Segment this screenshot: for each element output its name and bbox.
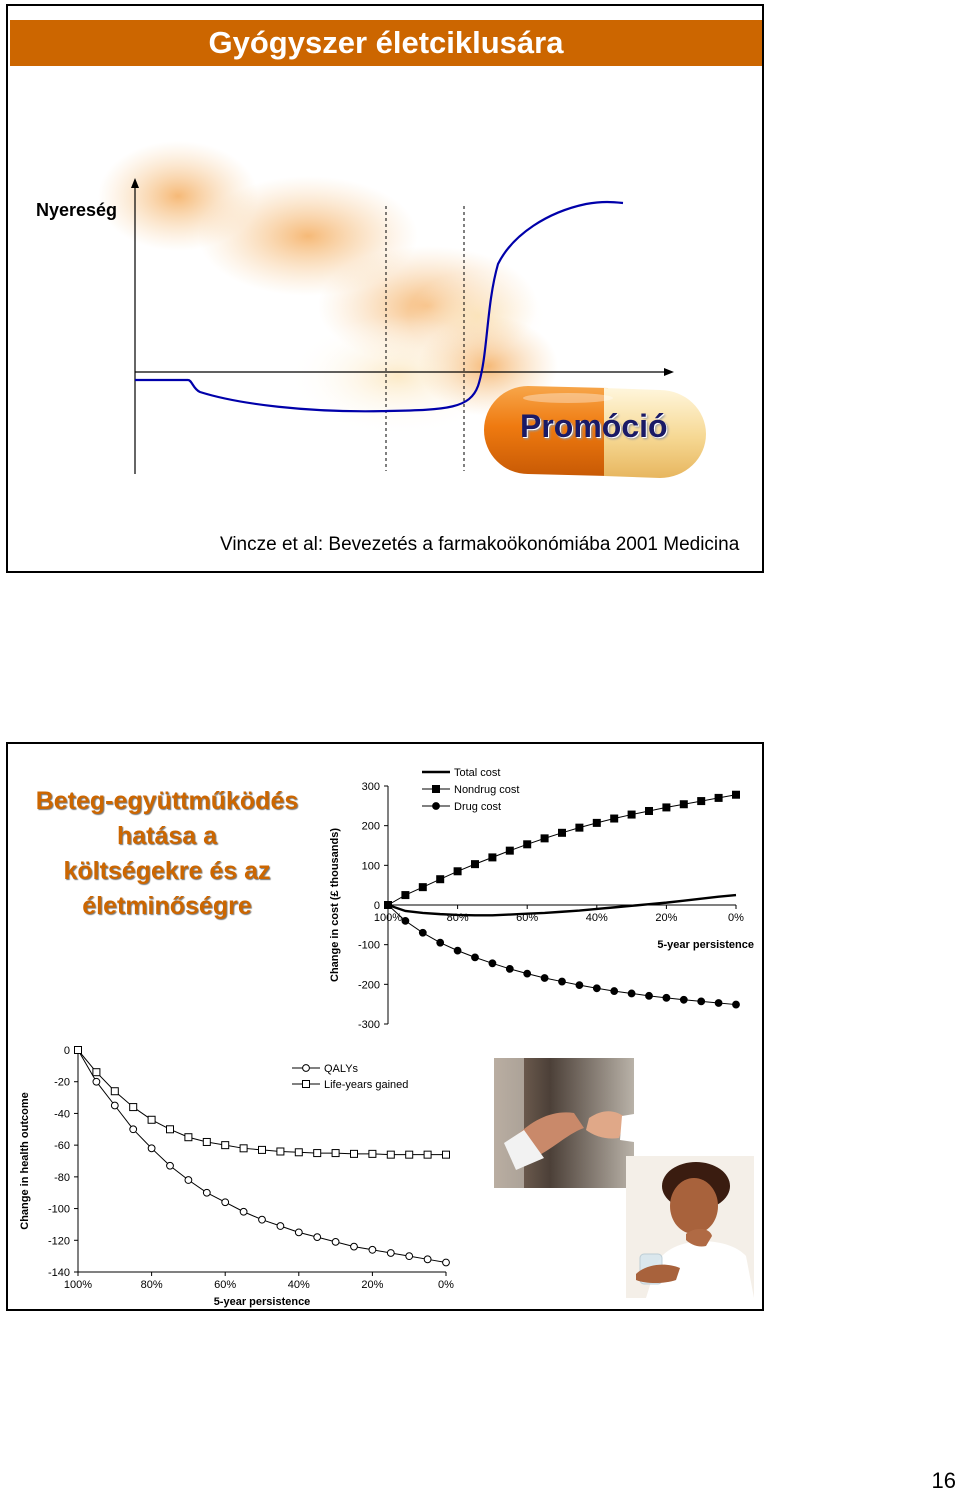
y-tick-label: -300 xyxy=(357,1019,380,1031)
data-point xyxy=(419,884,426,891)
y-tick-label: -200 xyxy=(357,979,380,992)
data-point xyxy=(259,1216,266,1223)
data-point xyxy=(472,861,479,868)
health-outcome-chart xyxy=(12,1038,462,1308)
x-tick-label: 100% xyxy=(63,1279,93,1291)
data-point xyxy=(167,1126,174,1133)
data-point xyxy=(332,1238,339,1245)
legend-marker xyxy=(303,1065,310,1072)
x-tick-label: 100% xyxy=(373,912,403,924)
data-point xyxy=(611,815,618,822)
y-tick-label: -140 xyxy=(47,1267,70,1279)
y-tick-label: 300 xyxy=(361,781,380,793)
data-point xyxy=(387,1250,394,1257)
data-point xyxy=(314,1150,321,1157)
data-point xyxy=(524,970,531,977)
data-point xyxy=(130,1126,137,1133)
y-tick-label: -100 xyxy=(357,939,380,952)
x-tick-label: 60% xyxy=(214,1279,237,1291)
data-point xyxy=(185,1177,192,1184)
data-point xyxy=(75,1047,82,1054)
data-point xyxy=(628,990,635,997)
legend-label: QALYs xyxy=(324,1063,359,1075)
data-point xyxy=(402,917,409,924)
data-point xyxy=(559,978,566,985)
data-point xyxy=(111,1088,118,1095)
data-point xyxy=(419,929,426,936)
slide-title: Gyógyszer életciklusára xyxy=(10,20,762,66)
y-axis-label: Change in cost (£ thousands) xyxy=(329,827,341,983)
slide-adherence-impact xyxy=(6,742,764,1311)
data-point xyxy=(524,841,531,848)
handshake-photo xyxy=(494,1058,634,1188)
slide-heading xyxy=(22,784,312,924)
data-point xyxy=(406,1151,413,1158)
data-point xyxy=(698,998,705,1005)
data-point xyxy=(93,1069,100,1076)
citation: Vincze et al: Bevezetés a farmakoökonómiába 2001 Medicina xyxy=(220,534,740,555)
data-point xyxy=(148,1116,155,1123)
y-tick-label: -20 xyxy=(54,1076,70,1089)
data-point xyxy=(646,807,653,814)
data-point xyxy=(489,960,496,967)
data-point xyxy=(332,1150,339,1157)
y-tick-label: 0 xyxy=(63,1045,70,1057)
data-point xyxy=(222,1142,229,1149)
x-tick-label: 40% xyxy=(585,912,608,924)
data-point xyxy=(715,1000,722,1007)
data-point xyxy=(351,1150,358,1157)
series-line xyxy=(388,905,736,1005)
data-point xyxy=(559,829,566,836)
woman-taking-pill-photo xyxy=(626,1156,754,1298)
y-tick-label: -100 xyxy=(47,1203,70,1216)
x-tick-label: 0% xyxy=(438,1279,454,1291)
y-axis-label: Change in health outcome xyxy=(19,1092,31,1230)
data-point xyxy=(277,1223,284,1230)
data-point xyxy=(472,954,479,961)
data-point xyxy=(295,1149,302,1156)
data-point xyxy=(576,982,583,989)
x-tick-label: 60% xyxy=(516,912,539,924)
x-tick-label: 0% xyxy=(728,912,744,924)
x-axis-label: 5-year persistence xyxy=(657,939,754,951)
slide-drug-lifecycle xyxy=(6,4,764,573)
x-tick-label: 80% xyxy=(446,912,469,924)
data-point xyxy=(680,801,687,808)
data-point xyxy=(277,1148,284,1155)
data-point xyxy=(443,1259,450,1266)
data-point xyxy=(593,985,600,992)
lifecycle-illustration xyxy=(8,6,762,571)
data-point xyxy=(369,1150,376,1157)
data-point xyxy=(611,988,618,995)
y-tick-label: -80 xyxy=(54,1171,70,1184)
x-tick-label: 20% xyxy=(361,1279,384,1291)
data-point xyxy=(506,965,513,972)
heading-line: Beteg-együttműködés xyxy=(35,787,299,815)
legend-label: Total cost xyxy=(454,767,501,779)
data-point xyxy=(240,1145,247,1152)
data-point xyxy=(424,1256,431,1263)
y-tick-label: 200 xyxy=(361,820,380,833)
data-point xyxy=(406,1253,413,1260)
promotion-label: Promóció xyxy=(520,408,668,444)
data-point xyxy=(295,1229,302,1236)
data-point xyxy=(628,811,635,818)
x-axis-label: 5-year persistence xyxy=(213,1296,311,1308)
y-tick-label: -120 xyxy=(47,1235,70,1248)
heading-line: életminőségre xyxy=(82,892,252,920)
data-point xyxy=(698,798,705,805)
data-point xyxy=(443,1151,450,1158)
data-point xyxy=(437,939,444,946)
data-point xyxy=(663,994,670,1001)
data-point xyxy=(541,975,548,982)
y-tick-label: 0 xyxy=(373,900,380,912)
data-point xyxy=(130,1104,137,1111)
data-point xyxy=(93,1078,100,1085)
y-tick-label: 100 xyxy=(361,860,380,873)
x-tick-label: 40% xyxy=(287,1279,310,1291)
data-point xyxy=(259,1146,266,1153)
data-point xyxy=(733,791,740,798)
data-point xyxy=(167,1162,174,1169)
y-tick-label: -40 xyxy=(54,1108,70,1121)
data-point xyxy=(646,992,653,999)
series-line xyxy=(78,1050,446,1155)
data-point xyxy=(185,1134,192,1141)
data-point xyxy=(733,1001,740,1008)
data-point xyxy=(402,892,409,899)
data-point xyxy=(424,1151,431,1158)
data-point xyxy=(715,794,722,801)
data-point xyxy=(506,847,513,854)
data-point xyxy=(351,1243,358,1250)
data-point xyxy=(385,902,392,909)
data-point xyxy=(680,996,687,1003)
data-point xyxy=(489,854,496,861)
heading-line: költségekre és az xyxy=(63,857,271,885)
blurred-pills xyxy=(98,141,558,436)
data-point xyxy=(203,1138,210,1145)
data-point xyxy=(454,868,461,875)
legend-marker xyxy=(303,1081,310,1088)
data-point xyxy=(314,1234,321,1241)
y-tick-label: -60 xyxy=(54,1140,70,1153)
page-number: 16 xyxy=(931,1468,956,1493)
data-point xyxy=(663,804,670,811)
data-point xyxy=(240,1208,247,1215)
x-tick-label: 80% xyxy=(140,1279,163,1291)
heading-line: hatása a xyxy=(116,822,218,850)
series-line xyxy=(388,795,736,905)
data-point xyxy=(387,1151,394,1158)
data-point xyxy=(454,947,461,954)
legend-label: Life-years gained xyxy=(324,1079,409,1091)
profit-axis-label: Nyereség xyxy=(36,200,118,220)
x-tick-label: 20% xyxy=(655,912,678,924)
data-point xyxy=(437,876,444,883)
data-point xyxy=(111,1102,118,1109)
data-point xyxy=(222,1199,229,1206)
data-point xyxy=(369,1246,376,1253)
data-point xyxy=(593,819,600,826)
legend-marker xyxy=(433,786,440,793)
legend-marker xyxy=(433,803,440,810)
data-point xyxy=(203,1189,210,1196)
legend-label: Drug cost xyxy=(454,801,502,813)
cost-chart xyxy=(304,758,764,1048)
data-point xyxy=(541,835,548,842)
data-point xyxy=(148,1145,155,1152)
data-point xyxy=(576,824,583,831)
legend-label: Nondrug cost xyxy=(454,784,520,796)
